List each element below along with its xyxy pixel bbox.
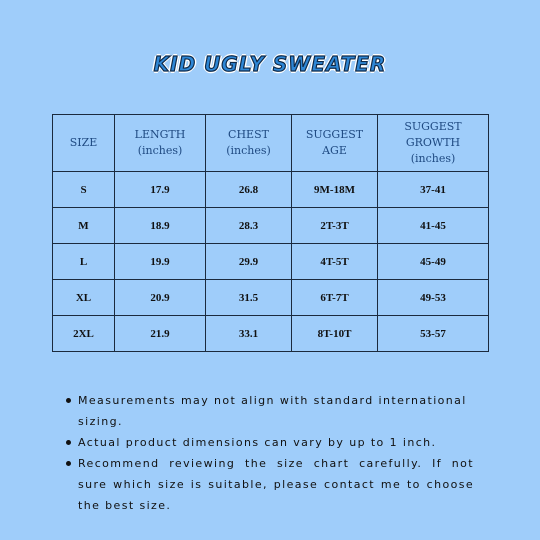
- header-age-line1: SUGGEST: [305, 128, 364, 141]
- header-chest-label: CHEST: [228, 128, 269, 141]
- growth-cell: 53-57: [378, 316, 489, 352]
- size-chart-table: [52, 114, 489, 352]
- notes-list: [66, 390, 474, 516]
- header-length-unit: (inches): [137, 144, 183, 157]
- length-cell: 21.9: [115, 316, 206, 352]
- length-cell: 19.9: [115, 244, 206, 280]
- size-cell: 2XL: [53, 316, 115, 352]
- size-cell: M: [53, 208, 115, 244]
- growth-cell: 45-49: [378, 244, 489, 280]
- age-cell: 8T-10T: [292, 316, 378, 352]
- age-cell: 2T-3T: [292, 208, 378, 244]
- chest-cell: 31.5: [206, 280, 292, 316]
- chest-cell: 26.8: [206, 172, 292, 208]
- header-length: [115, 115, 206, 172]
- age-cell: 6T-7T: [292, 280, 378, 316]
- header-chest: [206, 115, 292, 172]
- growth-cell: 41-45: [378, 208, 489, 244]
- header-suggest-age: [292, 115, 378, 172]
- table-row: [53, 172, 489, 208]
- chest-cell: 33.1: [206, 316, 292, 352]
- table-header-row: [53, 115, 489, 172]
- header-age-line2: AGE: [322, 144, 347, 157]
- note-item: Measurements may not align with standard international sizing.: [66, 390, 474, 432]
- note-item: Actual product dimensions can vary by up to 1 inch.: [66, 432, 474, 453]
- table-row: [53, 316, 489, 352]
- header-length-label: LENGTH: [134, 128, 186, 141]
- header-growth-line1: SUGGEST: [404, 120, 462, 133]
- size-cell: L: [53, 244, 115, 280]
- length-cell: 17.9: [115, 172, 206, 208]
- header-chest-unit: (inches): [226, 144, 271, 157]
- table-row: [53, 280, 489, 316]
- age-cell: 4T-5T: [292, 244, 378, 280]
- header-growth-line2: GROWTH: [405, 136, 461, 149]
- growth-cell: 37-41: [378, 172, 489, 208]
- table-row: [53, 244, 489, 280]
- page-title: KID UGLY SWEATER: [153, 52, 387, 76]
- note-item: Recommend reviewing the size chart carefully. If not sure which size is suitable, please contact me to choose the best size.: [66, 453, 474, 516]
- table-row: [53, 208, 489, 244]
- chest-cell: 29.9: [206, 244, 292, 280]
- growth-cell: 49-53: [378, 280, 489, 316]
- size-cell: S: [53, 172, 115, 208]
- chest-cell: 28.3: [206, 208, 292, 244]
- length-cell: 18.9: [115, 208, 206, 244]
- size-cell: XL: [53, 280, 115, 316]
- header-growth-unit: (inches): [410, 152, 456, 165]
- age-cell: 9M-18M: [292, 172, 378, 208]
- header-size-label: SIZE: [69, 136, 98, 149]
- header-size: [53, 115, 115, 172]
- header-suggest-growth: [378, 115, 489, 172]
- length-cell: 20.9: [115, 280, 206, 316]
